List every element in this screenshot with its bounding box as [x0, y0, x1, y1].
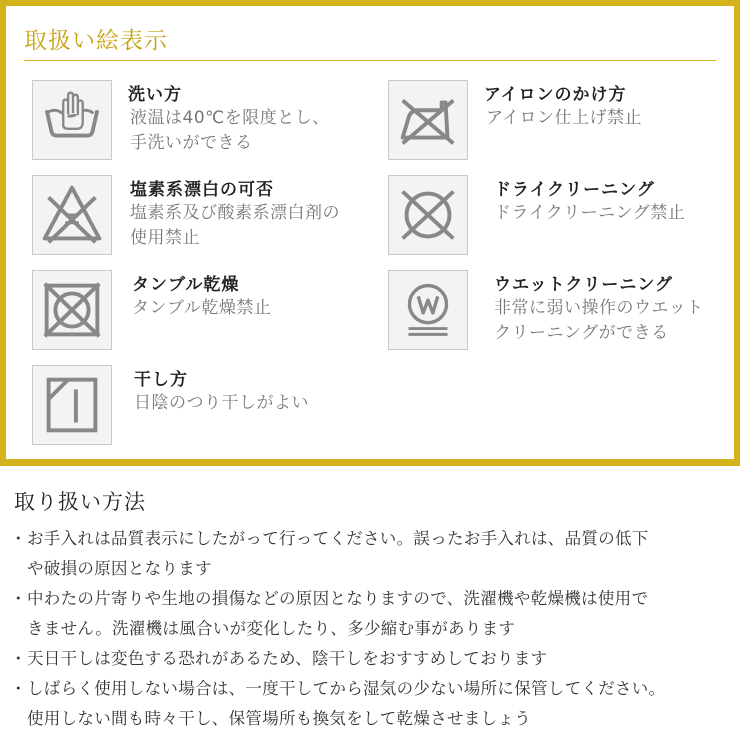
no-tumble-dry-icon-graphic [33, 271, 111, 349]
item-title: アイロンのかけ方 [484, 85, 627, 105]
item-description: タンブル乾燥禁止 [132, 298, 272, 318]
title-divider [24, 60, 716, 61]
item-title: ウエットクリーニング [494, 275, 673, 295]
item-title: 塩素系漂白の可否 [130, 180, 274, 200]
item-title: 洗い方 [128, 85, 182, 105]
item-description: 非常に弱い操作のウエット クリーニングができる [494, 298, 704, 343]
handling-note: ・ 天日干しは変色する恐れがあるため、陰干しをおすすめしております [10, 644, 736, 674]
no-tumble-dry-icon [32, 270, 112, 350]
bullet: ・ [10, 529, 27, 548]
no-bleach-icon [32, 175, 112, 255]
item-description: 液温は40℃を限度とし、 手洗いができる [130, 108, 330, 153]
bullet: ・ [10, 679, 27, 698]
bullet: ・ [10, 589, 27, 608]
panel-title: 取扱い絵表示 [24, 28, 168, 54]
handling-title: 取り扱い方法 [14, 490, 146, 514]
hand-wash-icon [32, 80, 112, 160]
no-dry-clean-icon-graphic [389, 176, 467, 254]
bullet: ・ [10, 649, 27, 668]
handling-note: ・ しばらく使用しない場合は、一度干してから湿気の少ない場所に保管してください。 使用しない間も時々干し、保管場所も換気をして乾燥させましょう [10, 674, 736, 734]
handling-notes [10, 524, 736, 734]
item-description: ドライクリーニング禁止 [494, 203, 686, 223]
handling-note: ・ お手入れは品質表示にしたがって行ってください。誤ったお手入れは、品質の低下 や破損の原因となります [10, 524, 736, 584]
hand-wash-icon-graphic [33, 81, 111, 159]
item-title: 干し方 [134, 370, 188, 390]
item-description: アイロン仕上げ禁止 [486, 108, 642, 128]
no-iron-icon-graphic [389, 81, 467, 159]
no-iron-icon [388, 80, 468, 160]
wet-cleaning-icon [388, 270, 468, 350]
item-title: ドライクリーニング [494, 180, 655, 200]
no-dry-clean-icon [388, 175, 468, 255]
handling-note: ・ 中わたの片寄りや生地の損傷などの原因となりますので、洗濯機や乾燥機は使用で きません。洗濯機は風合いが変化したり、多少縮む事があります [10, 584, 736, 644]
item-description: 塩素系及び酸素系漂白剤の 使用禁止 [130, 203, 340, 248]
wet-cleaning-icon-graphic [389, 271, 467, 349]
shade-dry-icon [32, 365, 112, 445]
item-title: タンブル乾燥 [132, 275, 240, 295]
item-description: 日陰のつり干しがよい [134, 393, 309, 413]
no-bleach-icon-graphic [33, 176, 111, 254]
shade-dry-icon-graphic [33, 366, 111, 444]
